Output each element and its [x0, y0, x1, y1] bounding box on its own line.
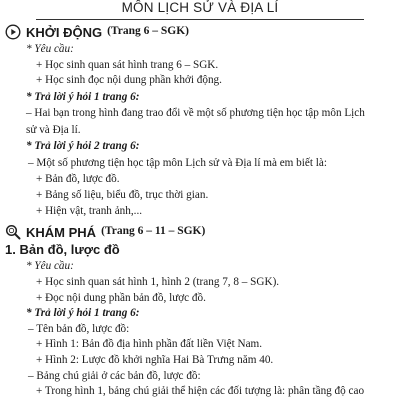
magnifier-icon	[5, 224, 21, 240]
answer-text: – Tên bản đồ, lược đồ:	[28, 322, 130, 335]
answer-item: + Hình 2: Lược đồ khởi nghĩa Hai Bà Trưng năm 40.	[36, 353, 274, 366]
question-label: * Trả lời ý hỏi 2 trang 6:	[26, 140, 140, 152]
page-header	[0, 0, 400, 22]
requirement-label: * Yêu cầu:	[26, 259, 74, 272]
answer-item: + Hiện vật, tranh ảnh,...	[36, 204, 143, 217]
answer-text: – Hai bạn trong hình đang trao đổi về một số phương tiện học tập môn Lịch	[26, 107, 365, 120]
answer-item: + Bản đồ, lược đồ.	[36, 172, 120, 185]
section-khoi-dong	[5, 24, 189, 40]
question-label: * Trả lời ý hỏi 1 trang 6:	[26, 307, 140, 320]
section-title: KHỞI ĐỘNG	[26, 24, 103, 40]
header-rule	[36, 19, 364, 20]
requirement-item: + Đọc nội dung phần bản đồ, lược đồ.	[36, 291, 206, 304]
page-title: MÔN LỊCH SỬ VÀ ĐỊA LÍ	[121, 0, 279, 15]
requirement-label: * Yêu cầu:	[26, 43, 74, 56]
answer-item: + Bảng số liệu, biểu đồ, trục thời gian.	[36, 188, 209, 201]
question-label: * Trả lời ý hỏi 1 trang 6:	[26, 90, 140, 103]
section-title: KHÁM PHÁ	[26, 224, 97, 240]
answer-text: sử và Địa lí.	[26, 123, 81, 136]
section-ref: (Trang 6 – 11 – SGK)	[101, 225, 206, 238]
section-ref: (Trang 6 – SGK)	[107, 25, 189, 38]
answer-text: – Một số phương tiện học tập môn Lịch sử và Địa lí mà em biết là:	[28, 156, 327, 169]
section-kham-pha	[5, 224, 205, 240]
requirement-item: + Học sinh đọc nội dung phần khởi động.	[36, 74, 222, 87]
requirement-item: + Học sinh quan sát hình trang 6 – SGK.	[36, 58, 219, 71]
requirement-item: + Học sinh quan sát hình 1, hình 2 (trang 7, 8 – SGK).	[36, 276, 280, 289]
play-circle-icon	[5, 24, 21, 40]
subsection-heading: 1. Bản đồ, lược đồ	[5, 242, 120, 258]
answer-item: + Trong hình 1, bảng chú giải thể hiện các đối tượng là: phân tầng độ cao	[36, 385, 365, 397]
answer-item: + Hình 1: Bản đồ địa hình phần đất liền Việt Nam.	[36, 338, 263, 351]
answer-text: – Bảng chú giải ở các bản đồ, lược đồ:	[28, 369, 201, 382]
